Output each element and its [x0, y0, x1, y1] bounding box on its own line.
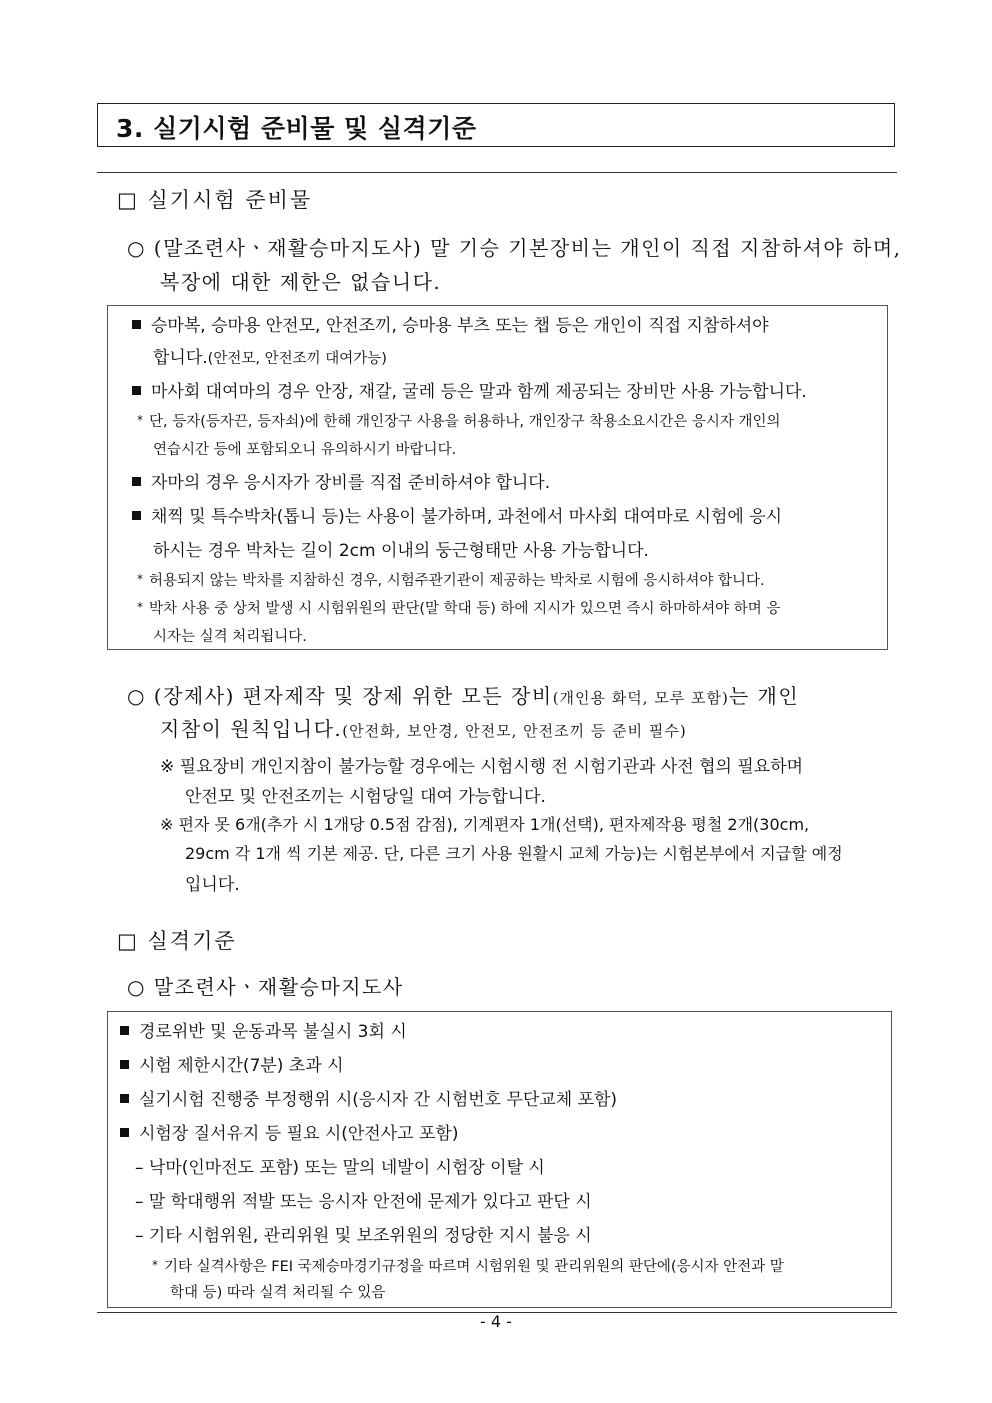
farrier-note2-line1: ※ 편자 못 6개(추가 시 1개당 0.5점 감점), 기계편자 1개(선택), 편자제작용 평철 2개(30cm,	[160, 815, 810, 834]
farrier-note2-line3: 입니다.	[185, 875, 240, 895]
farrier-note2-line2: 29cm 각 1개 씩 기본 제공. 단, 다른 크기 사용 원활시 교체 가능)는 시험본부에서 지급할 예정	[185, 844, 843, 863]
title-box	[97, 103, 895, 147]
list-item: 자마의 경우 응시자가 장비를 직접 준비하셔야 합니다.	[132, 468, 550, 493]
farrier-note1-line1: ※ 필요장비 개인지참이 불가능할 경우에는 시험시행 전 시험기관과 사전 협의 필요하며	[160, 757, 804, 777]
list-item: 시험장 질서유지 등 필요 시(안전사고 포함)	[120, 1119, 458, 1144]
square-bullet-icon	[132, 511, 141, 520]
note-continuation: 연습시간 등에 포함되오니 유의하시기 바랍니다.	[153, 442, 457, 458]
list-item: 승마복, 승마용 안전모, 안전조끼, 승마용 부츠 또는 챕 등은 개인이 직접 지참하셔야	[132, 311, 769, 336]
note-continuation: 학대 등) 따라 실격 처리될 수 있음	[170, 1285, 386, 1301]
square-bullet-icon	[120, 1128, 129, 1137]
square-bullet-icon	[120, 1026, 129, 1035]
list-item: 마사회 대여마의 경우 안장, 재갈, 굴레 등은 말과 함께 제공되는 장비만 사용 가능합니다.	[132, 377, 807, 402]
note-item: * 박차 사용 중 상처 발생 시 시험위원의 판단(말 학대 등) 하에 지시가 있으면 즉시 하마하셔야 하며 응	[137, 600, 781, 617]
asterisk-icon: *	[137, 600, 143, 614]
dash-item: – 낙마(인마전도 포함) 또는 말의 네발이 시험장 이탈 시	[135, 1158, 545, 1178]
disq-heading: □ 실격기준	[117, 929, 237, 953]
dash-item: – 말 학대행위 적발 또는 응시자 안전에 문제가 있다고 판단 시	[135, 1192, 592, 1212]
note-item: * 기타 실격사항은 FEI 국제승마경기규정을 따르며 시험위원 및 관리위원의 판단에(응시자 안전과 말	[152, 1258, 784, 1275]
title-rule	[97, 172, 897, 173]
dash-item: – 기타 시험위원, 관리위원 및 보조위원의 정당한 지시 불응 시	[135, 1226, 592, 1246]
page-title: 3. 실기시험 준비물 및 실격기준	[116, 114, 477, 143]
square-bullet-icon	[120, 1060, 129, 1069]
farrier-line2: 지참이 원칙입니다.(안전화, 보안경, 안전모, 안전조끼 등 준비 필수)	[160, 717, 687, 741]
disq-subheading: ○ 말조련사ㆍ재활승마지도사	[127, 975, 404, 999]
note-continuation: 시자는 실격 처리됩니다.	[153, 629, 307, 645]
note-item: * 단, 등자(등자끈, 등자쇠)에 한해 개인장구 사용을 허용하나, 개인장구 착용소요시간은 응시자 개인의	[137, 413, 781, 430]
square-bullet-icon	[120, 1094, 129, 1103]
farrier-note1-line2: 안전모 및 안전조끼는 시험당일 대여 가능합니다.	[185, 787, 546, 807]
list-item: 경로위반 및 운동과목 불실시 3회 시	[120, 1017, 407, 1042]
riding-intro-line2: 복장에 대한 제한은 없습니다.	[160, 270, 442, 294]
prep-heading: □ 실기시험 준비물	[117, 188, 313, 212]
asterisk-icon: *	[137, 413, 143, 427]
list-item: 실기시험 진행중 부정행위 시(응시자 간 시험번호 무단교체 포함)	[120, 1085, 617, 1110]
square-bullet-icon	[132, 320, 141, 329]
asterisk-icon: *	[152, 1258, 158, 1272]
page-number: - 4 -	[480, 1312, 512, 1331]
square-bullet-icon	[132, 386, 141, 395]
square-bullet-icon	[132, 477, 141, 486]
asterisk-icon: *	[137, 572, 143, 586]
list-item: 시험 제한시간(7분) 초과 시	[120, 1051, 344, 1076]
note-item: * 허용되지 않는 박차를 지참하신 경우, 시험주관기관이 제공하는 박차로 시험에 응시하셔야 합니다.	[137, 572, 765, 589]
list-item-continuation: 하시는 경우 박차는 길이 2cm 이내의 둥근형태만 사용 가능합니다.	[153, 541, 649, 561]
list-item: 채찍 및 특수박차(톱니 등)는 사용이 불가하며, 과천에서 마사회 대여마로 시험에 응시	[132, 502, 782, 527]
riding-intro-line1: ○ (말조련사ㆍ재활승마지도사) 말 기승 기본장비는 개인이 직접 지참하셔야 하며,	[127, 236, 902, 260]
list-item-continuation: 합니다.(안전모, 안전조끼 대여가능)	[153, 348, 387, 368]
farrier-line1: ○ (장제사) 편자제작 및 장제 위한 모든 장비(개인용 화덕, 모루 포함)는 개인	[127, 684, 800, 708]
